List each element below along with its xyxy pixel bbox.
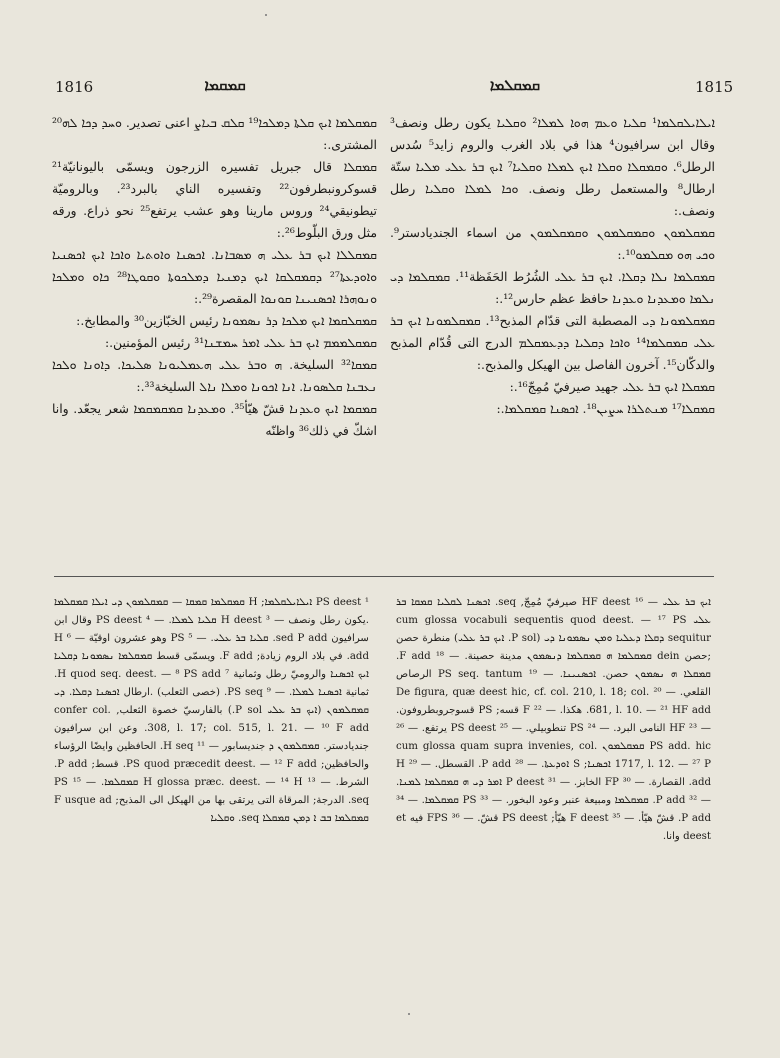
dictionary-entry: ܩܡܩܠܐ قال جبريل تفسيره الزرجون ويسمّى باليونانيّة²¹ قسوكرونبطرفون²² وتفسيره الناي بالبرد²³. وبالروميّة تيطونيقي²⁴ وروس مارينا وهو عشب يرتفع²⁵ نحو ذراع. ورقه مثل ورق البلّوط²⁶.:: [52, 159, 377, 240]
footnotes-left: [54, 594, 369, 828]
right-column: [390, 112, 715, 420]
left-column: [52, 112, 377, 442]
dictionary-entry: ܩܡܩܠܩܡܐ ܐܝܟ ܡܠܟܐ ܕܪ ܢܣܡܘܢܐ رئيس الخبّازين³⁰ والمطابخ.:: [76, 313, 377, 328]
dictionary-entry: ܩܡܩܠܐ¹⁷ ܡܢܬܠܪܐ ܚܨܝܢ¹⁸. ܐܟܣܢܐ ܩܡܩܠܡܐ.:: [496, 401, 715, 416]
footnote-block: ¹ PS deest ܐܝܠܐܝܠܩܠܡܐ; H ܩܡܩܠܡܐ ܩܡܩܐ — ܩܡܩܠܡܘܢ ܕܝ ܐܝܠܐ ܩܡܩܠܡܐ .يكون رطل ونصف — ³ H deest ܩܠܝܐ ܠܡܠܐ. — ⁴ PS deest وقال ابن سرافيون sed P add. ܩܠܝܐ ܒܪ ܥܠܝ. — ⁵ PS وهو عشرون اوقيّة — ⁶ H add. في بلاد الروم زيادة; F add. ويسمّى قسط ܩܡܩܠܡܐ ܢܣܡܘܢܐ ܕܩܠܝܐ ܐܝܟ ܐܟܣܢܐ والروميّ رطل وثمانية ⁷ H quod seq. deest. — ⁸ PS add. ثمانية ܐܟܣܢܐ ܠܡܠܐ. — ⁹ PS seq. (خصى الثعلب) .ارطال ܐܟܣܢܐ ܕܩܠܐ. ܕܝ ܩܡܩܠܡܘܢ (ܐܝܟ ܒܪ ܥܠܝ P sol.) بالفارسيّ خصوة الثعلب, confer col. 308, l. 17; col. 515, l. 21. — ¹⁰ F add. وعن ابن سرافيون جنديادستر. ܩܡܩܠܡܘܢ ܕ جنديسابور — ¹¹ H seq. الحافظين وايضًا الرؤساء والحافظين; PS quod præcedit deest. — ¹² F add. قسط; P add. الشرط. — ¹³ H glossa præc. deest. — ¹⁴ H ܩܡܩܠܡܐ. — ¹⁵ PS seq. الدرجة; المرقاة التى يرتقى بها من الهيكل الى المذبح; F usque ad ܩܡܩܠܡܐ ܒܒ ܐ ܕܡܢ ܩܡܩܠܐ seq. ܘܩܠܝܐ: [54, 597, 370, 824]
dictionary-entry: ܐܝܠܐܝܠܩܠܡܐ¹ ܩܠܝܐ ܘܥܡ ܗܘܐ ܠܡܠܐ² ܘܩܠܝܐ يكون رطل ونصف³ وقال ابن سرافيون⁴ هذا في بلاد الغرب والروم زايد⁵ سُدس الرطل⁶. ܘܩܡܩܠܐ ܘܩܠܐ ܐܝܟ ܠܡܠܐ ܘܩܠܝܐ⁷ ܐܝܟ ܒܪ ܥܠܝ ܡܠܝܐ ستّة ارطال⁸ والمستعمل رطل ونصف. ܘܟܐ ܠܡܠܐ ܘܩܠܝܐ رطل ونصف.:: [390, 115, 715, 218]
running-head-left: ܩܡܩܡܐ: [204, 76, 246, 94]
page-number-right: 1815: [695, 78, 734, 96]
dictionary-entry: ܩܡܩܡܐ ܐܝܟ ܘܥܕܢܐ قشّ هيّأ³⁵. ܘܡܥܕܢܐ ܩܡܩܡܩܡܐ شعر يجعّد. وانا اشكّ في ذلك³⁶ واظنّه: [52, 401, 377, 438]
page-number-left: 1816: [55, 78, 94, 96]
paper-speck: [265, 14, 267, 16]
dictionary-entry: ܩܡܩܠܠܐ ܐܝܟ ܒܪ ܥܠܝ ܗ ܡܣܒܐܢܐ. ܐܟܣܢܐ ܘܐܘܬܝܐ ܘܐܟܐ ܐܝܟ ܐܟܣܢܝܐ ܘܐܘܕܥܬܐ²⁷ ܕܩܡܩܠܩܐ ܐܝܟ ܕܡܢܝܐ ܕܡܠܟܘܬܐ ܘܩܘܛܐ²⁸ ܟܐܘ ܘܡܠܟܐ ܘܢܘܗܪܐ ܐܟܣܢܝܢܐ ܩܘܢܘܐ المقصرة²⁹.:: [52, 247, 377, 306]
dictionary-entry: ܩܡܩܐ³² السليخة. ܗ ܘܒܪ ܥܠܝ ܗܥܡܠܝܘܢܐ ܣܠܝܟܐ. ܕܐܘܢܐ ܘܠܟܐ ܢܥܒܢܐ ܩܠܣܘܢܐ. ܐܢܐ ܐܟܘܢܐ ܘܡܠܐ ܢܐܠ السليخة³³.:: [52, 357, 377, 394]
dictionary-entry: ܩܡܩܠܡܐ ܐܝܟ ܩܠܬܐ ܕܡܠܟܐ¹⁹ ܩܠܩ ܒܝܐܨ اعنی تصدیر. ܘܚܕ ܕܟܐ ܠܗ²⁰ المشتری.:: [52, 115, 377, 152]
footnotes-right: [396, 594, 711, 846]
dictionary-entry: ܩܡܩܠܡܘܢ ܘܩܡܩܠܡܘܢ ܘܩܡܩܠܡܘܢ من اسماء الجنديادستر⁹. ܘܟܝ ܗܘ ܡܩܠܡܘ¹⁰.:: [390, 225, 715, 262]
dictionary-entry: ܩܡܩܠܡܐ ܢܠܐ ܕܩܠܐ. ܐܝܟ ܒܪ ܥܠܝ الشُرُط الحَفَظة¹¹. ܩܡܩܠܡܐ ܕܝ ܢܠܡܐ ܘܡܥܕܢܐ ܘܥܕܢܐ حافظ عظم حارس¹².:: [390, 269, 715, 306]
dictionary-entry: ܩܡܩܠܐ ܐܝܟ ܒܪ ܥܠܝ جهيد صيرفيّ مُمِجّ¹⁶.:: [509, 379, 715, 394]
footnote-divider: [54, 576, 714, 577]
paper-speck: [408, 1013, 410, 1015]
dictionary-entry: ܩܡܩܠܡܡܡ ܐܝܟ ܒܪ ܥܠܝ ܐܡܪ ܚܡܫܢܐ³¹ رئيس المؤمنين.:: [104, 335, 377, 350]
dictionary-entry: ܩܡܩܠܡܘܢܐ ܕܝ المصطبة التى قدّام المذبح¹³. ܩܡܩܠܡܘܢܐ ܐܝܟ ܒܪ ܥܠܝ ܩܡܩܠܡܐ¹⁴ ܘܐܟܐ ܕܩܠܝܐ ܕܕܥܡܩܠܡ الدرج التى قُدّام المذبح والدكّان¹⁵. آخرون الفاصل بين الهيكل والمذبح.:: [390, 313, 715, 372]
running-head-right: ܩܡܩܠܡܐ: [489, 76, 541, 94]
footnote-block: ܐܝܟ ܒܪ ܥܠܝ — ¹⁶ HF deest صيرفيّ مُمِجّ, seq. ܐܟܣܢܐ ܠܩܠܝܐ ܩܡܩܐ ܒܪ ܥܠܝ cum glossa vocabuli sequentis quod deest. — ¹⁷ PS sequitur ܕܩܠܐ ܕܥܠܝܐ ܘܡܢ ܢܣܡܘܢܐ ܕܝ (P sol. ܐܝܟ ܒܪ ܥܠܝ) منطرة حصن ;حصن dein ܩܡܩܠܡܐ ܗ ܩܡܩܠܡܐ ܕܢܣܡܘܢ مدينة حصينة. — ¹⁸ F add. ܩܡܩܠܐ ܗ ܢܣܡܘܢ حصن. ܐܟܣܢܝܢܐ. — ¹⁹ PS seq. tantum الرصاص القلعي. — ²⁰ De figura, quæ deest hic, cf. col. 210, l. 18; col. 681, l. 10. — ²¹ HF add. هكذا. — ²² F قسه; PS قسوجروبطروفون. — ²³ HF النامى البرد. — ²⁴ PS تنطوبيلي. — ²⁵ PS deest يرتفع. — ²⁶ PS add. hic ܩܡܩܠܡܘܢ cum glossa quam supra invenies, col. 1717, l. 12. — ²⁷ P ܐܟܣܢܐ; S ܐܘܕܥܬܐ. — ²⁸ P add. القسطل. — ²⁹ H add. القصارة. — ³⁰ FP الخابز. — ³¹ P deest ܐܡܪ ܕܝ ܗ ܩܡܩܠܡܐ ܠܡܢܐ. — ³² P add. ܩܡܩܠܡܐ ومبيعة عنبر وعود البخور. — ³³ PS ܩܡܩܠܡܐ. — ³⁴ P add. قشّ هيّأ. — ³⁵ F deest هيّأ; PS deest قشّ. — ³⁶ FPS فيه et deest وانا.: [396, 597, 711, 842]
